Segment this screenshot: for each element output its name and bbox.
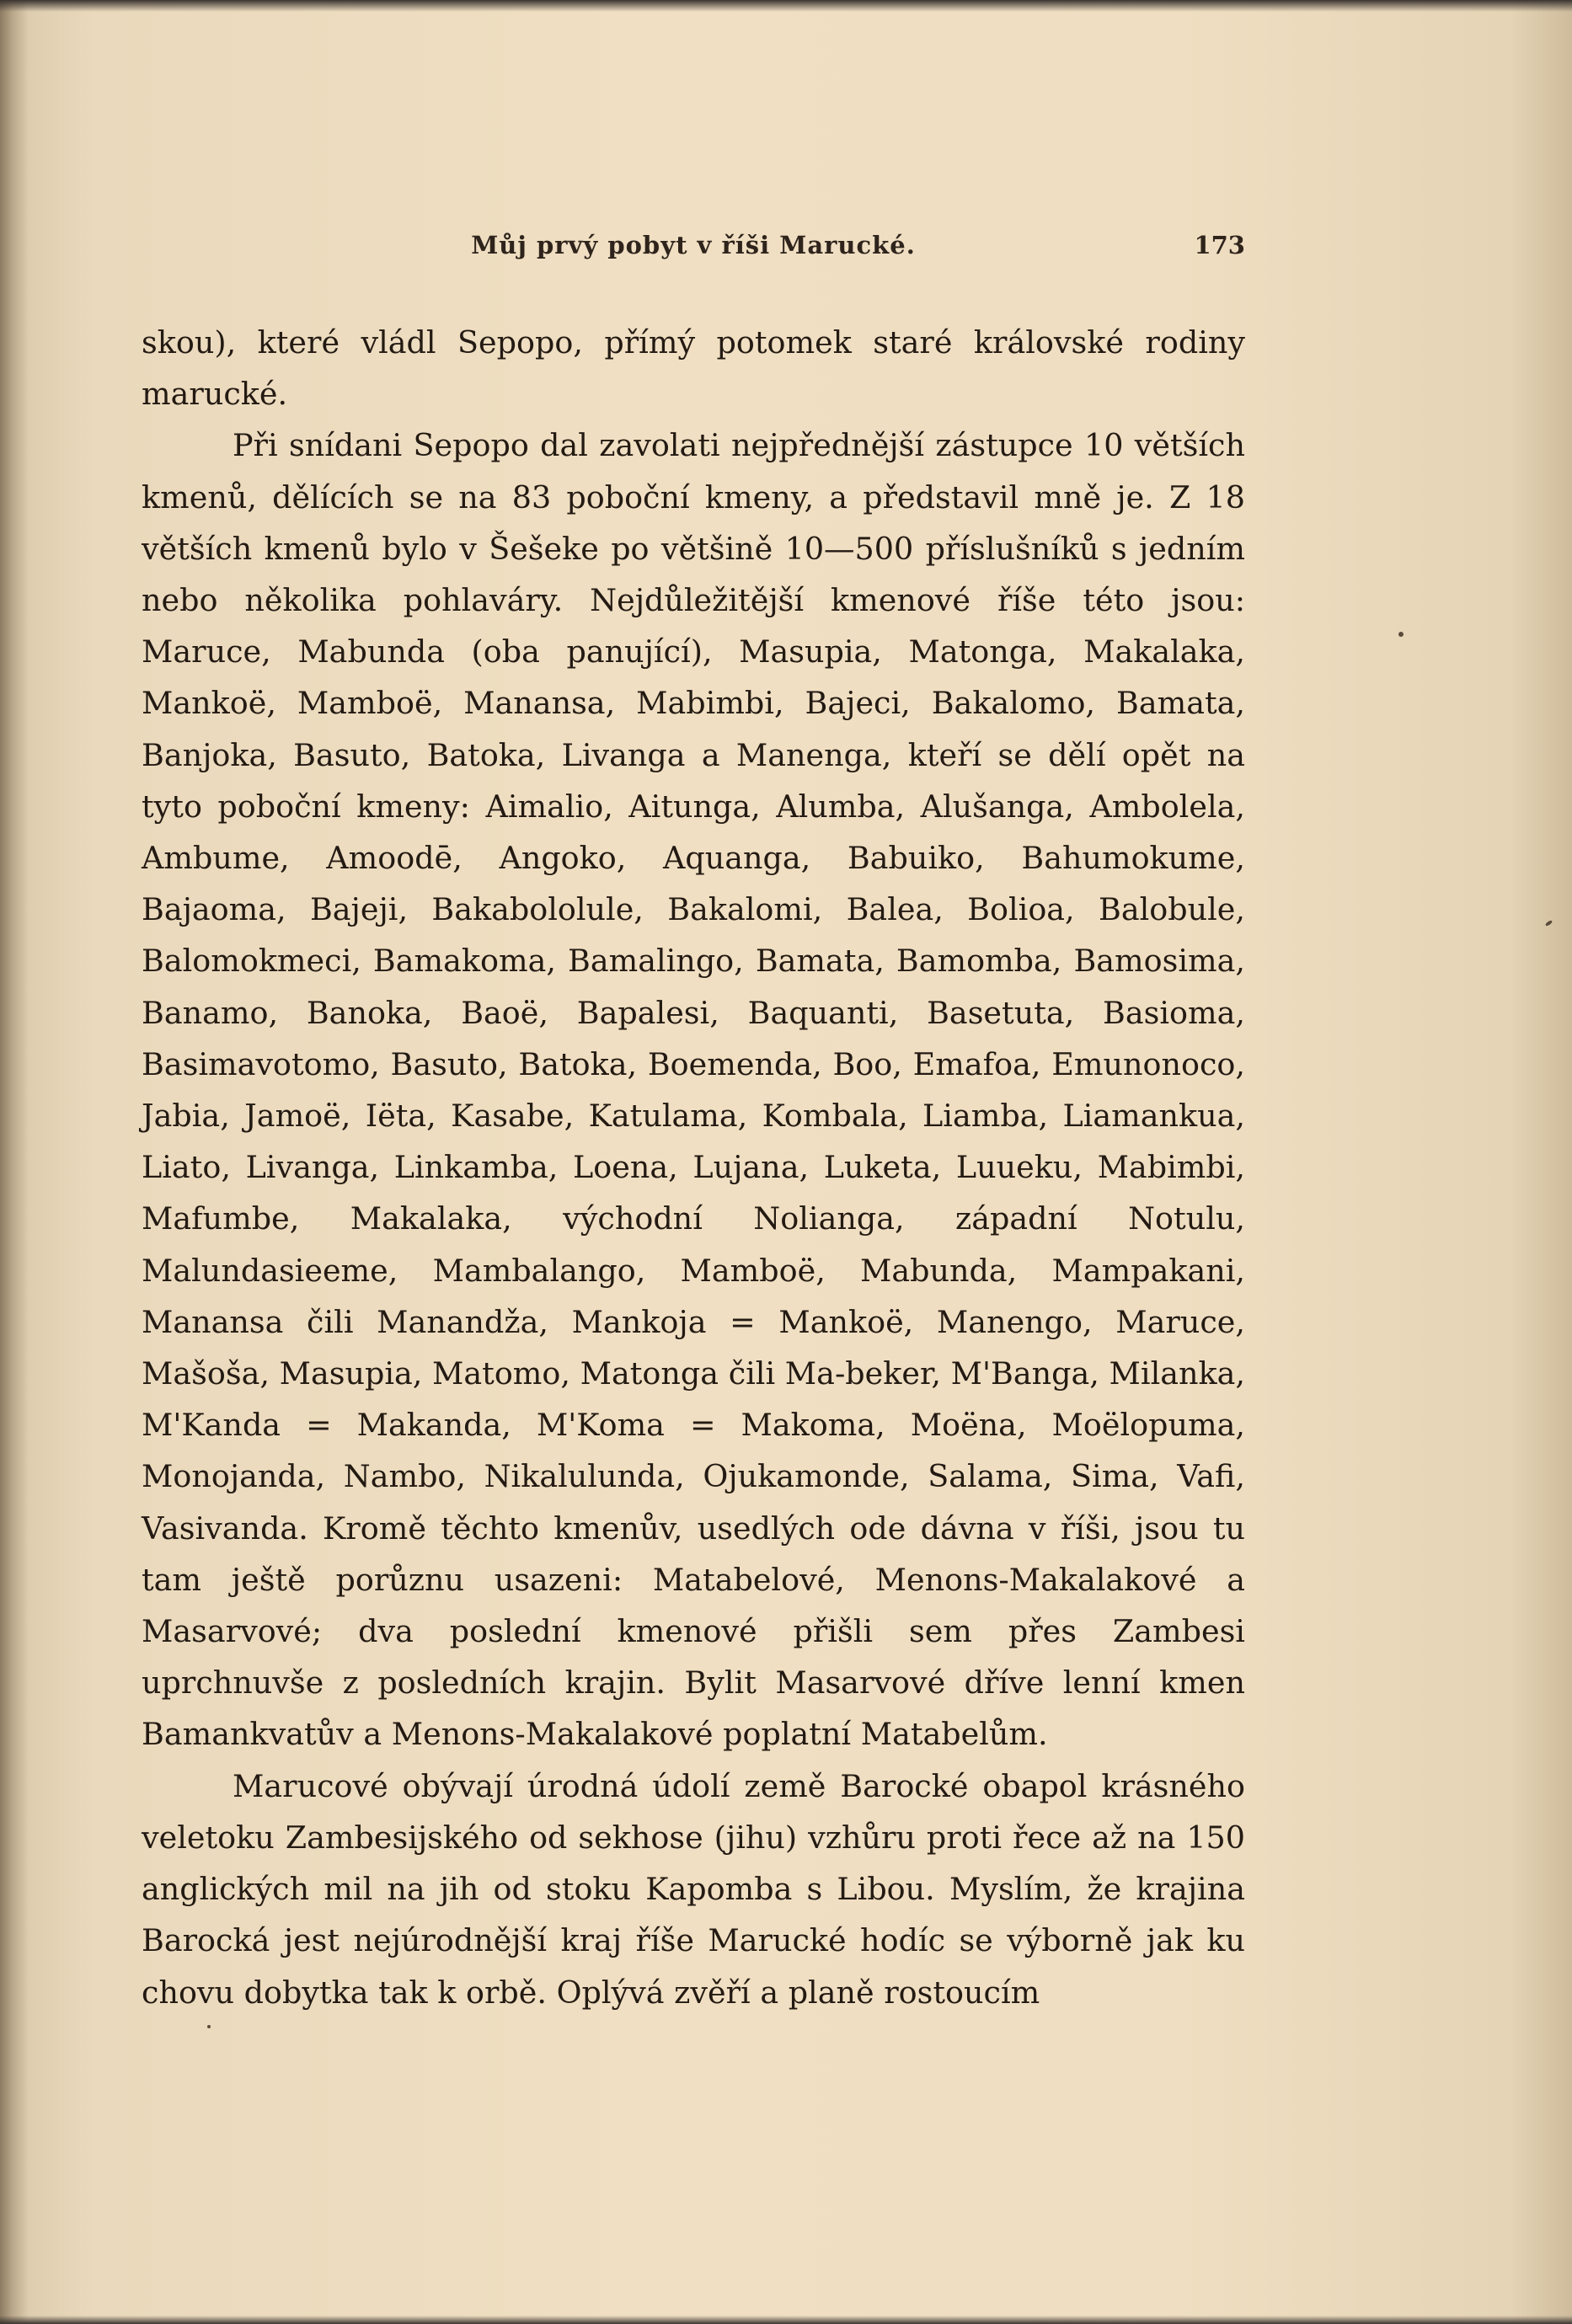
margin-speck: [207, 2025, 211, 2028]
body-text: [142, 317, 1245, 2018]
running-title: Můj prvý pobyt v říši Marucké.: [471, 231, 916, 259]
bottom-edge-shadow: [0, 2316, 1572, 2324]
spine-shadow: [0, 0, 29, 2324]
page-number: 173: [1194, 231, 1245, 259]
paragraph-tribes: Při snídani Sepopo dal zavolati nejpřednější zástupce 10 větších kmenů, dělících se na 83 poboční kmeny, a představil mně je. Z 18 větších kmenů bylo v Šešeke po většině 10—500 příslušníků s jedním nebo několika pohlaváry. Nejdůležitější kmenové říše této jsou: Maruce, Mabunda (oba panující), Masupia, Matonga, Makalaka, Mankoë, Mamboë, Manansa, Mabimbi, Bajeci, Bakalomo, Bamata, Banjoka, Basuto, Batoka, Livanga a Manenga, kteří se dělí opět na tyto poboční kmeny: Aimalio, Aitunga, Alumba, Alušanga, Ambolela, Ambume, Amoodē, Angoko, Aquanga, Babuiko, Bahumokume, Bajaoma, Bajeji, Bakabololule, Bakalomi, Balea, Bolioa, Balobule, Balomokmeci, Bamakoma, Bamalingo, Bamata, Bamomba, Bamosima, Banamo, Banoka, Baoë, Bapalesi, Baquanti, Basetuta, Basioma, Basimavotomo, Basuto, Batoka, Boemenda, Boo, Emafoa, Emunonoco, Jabia, Jamoë, Iëta, Kasabe, Katulama, Kombala, Liamba, Liamankua, Liato, Livanga, Linkamba, Loena, Lujana, Luketa, Luueku, Mabimbi, Mafumbe, Makalaka, východní Nolianga, západní Notulu, Malundasieeme, Mambalango, Mamboë, Mabunda, Mampakani, Manansa čili Manandža, Mankoja = Mankoë, Manengo, Maruce, Mašoša, Masupia, Matomo, Matonga čili Ma-beker, M'Banga, Milanka, M'Kanda = Makanda, M'Koma = Makoma, Moëna, Moëlopuma, Monojanda, Nambo, Nikalulunda, Ojukamonde, Salama, Sima, Vafi, Vasivanda. Kromě těchto kmenův, usedlých ode dávna v říši, jsou tu tam ještě porůznu usazeni: Matabelové, Menons-Makalakové a Masarvové; dva poslední kmenové přišli sem přes Zambesi uprchnuvše z posledních krajin. Bylit Masarvové dříve lenní kmen Bamankvatův a Menons-Makalakové poplatní Matabelům.: [142, 427, 1245, 1753]
margin-speck: [1545, 920, 1553, 927]
top-edge-shadow: [0, 0, 1572, 12]
paragraph-barotse-valley: Marucové obývají úrodná údolí země Barocké obapol krásného veletoku Zambesijského od sekhose (jihu) vzhůru proti řece až na 150 anglických mil na jih od stoku Kapomba s Libou. Myslím, že krajina Barocká jest nejúrodnější kraj říše Marucké hodíc se výborně jak ku chovu dobytka tak k orbě. Oplývá zvěří a planě rostoucím: [142, 1767, 1245, 2011]
margin-speck: [1398, 632, 1404, 637]
paragraph-continuation: skou), které vládl Sepopo, přímý potomek staré královské rodiny marucké.: [142, 324, 1245, 413]
page-header: [142, 231, 1245, 268]
